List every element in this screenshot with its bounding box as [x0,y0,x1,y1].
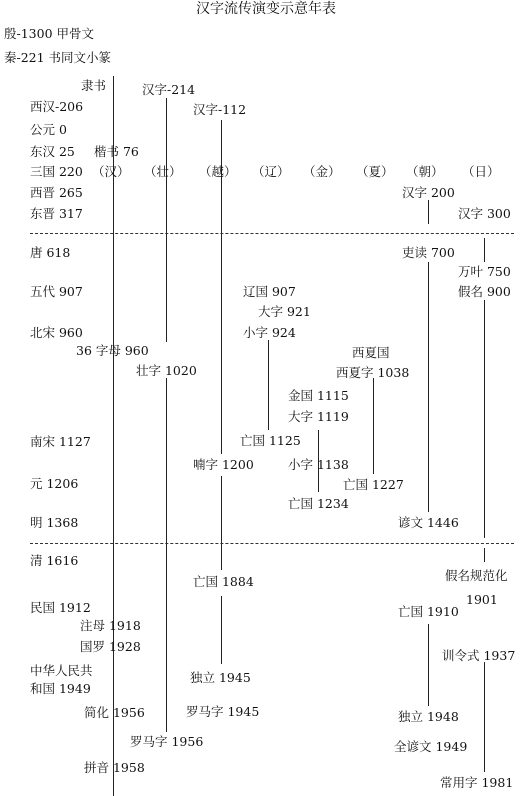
han-zimu: 36 字母 960 [76,343,149,358]
era-xijin: 西晋 265 [30,185,83,200]
liao-xiaozi: 小字 924 [243,325,296,340]
han-line [113,76,114,796]
chao-lidu: 吏读 700 [402,245,455,260]
diagram-title: 汉字流传演变示意年表 [196,1,336,17]
column-header-han: （汉） [92,164,130,179]
yue-duli: 独立 1945 [190,670,251,685]
ri-wanye: 万叶 750 [458,264,511,279]
column-header-zhuang: （壮） [144,164,182,179]
era-qin: 秦-221 书同文小篆 [4,50,112,65]
era-tang: 唐 618 [30,245,71,260]
column-header-ri: （日） [462,164,500,179]
yue-nanzi: 喃字 1200 [193,457,254,472]
column-header-jin: （金） [303,164,341,179]
zhuang-luomazi: 罗马字 1956 [130,734,204,749]
chao-quanyanwen: 全谚文 1949 [394,739,468,754]
separator-line-2 [30,543,514,544]
liao-guo: 辽国 907 [243,284,296,299]
era-yin: 殷-1300 甲骨文 [4,26,95,41]
han-jianhua: 简化 1956 [84,705,145,720]
separator-line [30,233,514,234]
ri-line-2 [484,300,485,538]
xia-zi: 西夏字 1038 [336,365,410,380]
era-beisong: 北宋 960 [30,325,83,340]
yue-luomazi: 罗马字 1945 [186,704,260,719]
era-yuan: 元 1206 [30,476,79,491]
xia-line [373,378,374,474]
column-header-liao: （辽） [252,164,290,179]
han-pinyin: 拼音 1958 [84,760,145,775]
ri-line [484,238,485,262]
zhuang-zhuangzi: 壮字 1020 [136,363,197,378]
era-dongjin: 东晋 317 [30,206,83,221]
ri-guifan: 假名规范化 [445,568,508,583]
yue-hanzi: 汉字-112 [193,102,247,117]
column-header-yue: （越） [199,164,237,179]
era-nansong: 南宋 1127 [30,434,91,449]
ri-xunling: 训令式 1937 [442,648,516,663]
chao-wangguo: 亡国 1910 [398,604,459,619]
era-prc-line2: 和国 1949 [30,681,91,696]
era-ming: 明 1368 [30,515,79,530]
zhuang-line [166,98,167,342]
jin-guo: 金国 1115 [288,388,349,403]
era-xihan: 西汉-206 [30,99,84,114]
liao-wangguo: 亡国 1125 [240,433,301,448]
era-donghan: 东汉 25 [30,144,75,159]
era-wudai: 五代 907 [30,284,83,299]
ri-line-3 [484,548,485,562]
han-kaishu: 楷书 76 [94,144,139,159]
era-sanguo: 三国 220 [30,164,83,179]
chao-line [428,200,429,224]
yue-line-2 [221,476,222,570]
jin-dazi: 大字 1119 [288,409,349,424]
era-qing: 清 1616 [30,553,79,568]
xia-wangguo: 亡国 1227 [343,477,404,492]
chao-hanzi: 汉字 200 [402,185,455,200]
era-prc-line1: 中华人民共 [30,663,93,678]
zhuang-line-2 [166,378,167,732]
ri-jiaming: 假名 900 [458,284,511,299]
yue-wangguo: 亡国 1884 [193,574,254,589]
era-minguo: 民国 1912 [30,600,91,615]
zhuang-hanzi: 汉字-214 [142,82,196,97]
chao-line-3 [428,624,429,706]
han-zhuyin: 注母 1918 [80,618,141,633]
ri-hanzi: 汉字 300 [458,206,511,221]
chao-duli: 独立 1948 [398,709,459,724]
ri-guifan-year: 1901 [466,592,498,607]
column-header-xia: （夏） [356,164,394,179]
han-lishu: 隶书 [81,78,107,93]
han-guoluo: 国罗 1928 [80,639,141,654]
liao-line [268,340,269,430]
ri-line-4 [484,662,485,772]
liao-dazi: 大字 921 [258,304,311,319]
jin-wangguo: 亡国 1234 [288,496,349,511]
chao-yanwen: 谚文 1446 [398,515,459,530]
column-header-chao: （朝） [406,164,444,179]
ri-changyong: 常用字 1981 [440,775,514,790]
yue-line-3 [221,596,222,664]
era-gongyuan: 公元 0 [30,122,67,137]
jin-xiaozi: 小字 1138 [288,457,349,472]
xia-guo: 西夏国 [352,345,390,360]
chao-line-2 [428,262,429,512]
